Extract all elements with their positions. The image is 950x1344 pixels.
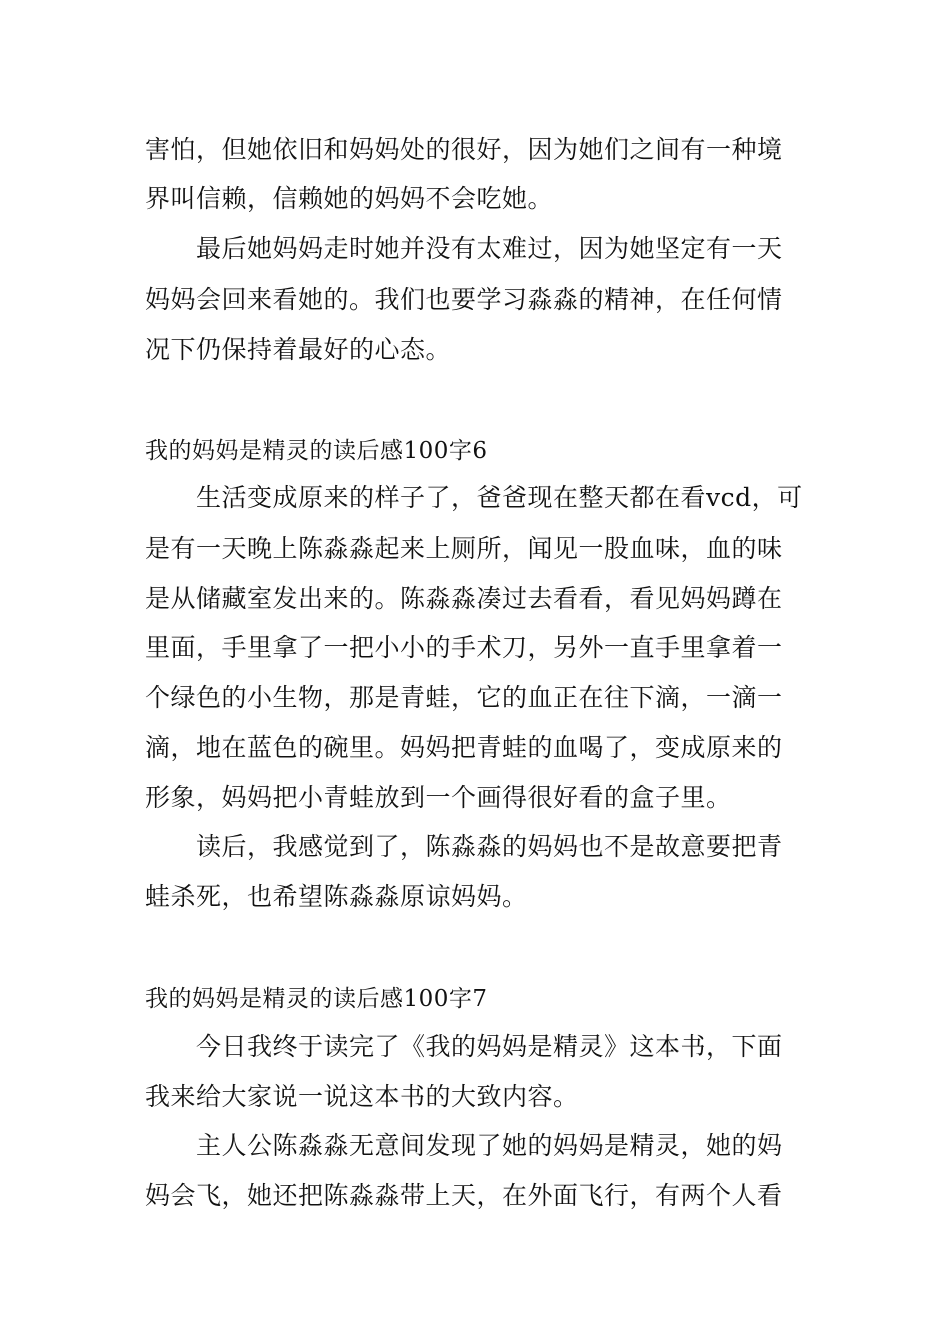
paragraph-line: 妈会飞，她还把陈淼淼带上天，在外面飞行，有两个人看	[145, 1181, 783, 1210]
paragraph-line: 读后，我感觉到了，陈淼淼的妈妈也不是故意要把青	[145, 832, 783, 861]
paragraph-line: 况下仍保持着最好的心态。	[145, 335, 452, 364]
paragraph-line: 滴，地在蓝色的碗里。妈妈把青蛙的血喝了，变成原来的	[145, 733, 783, 762]
paragraph-line: 害怕，但她依旧和妈妈处的很好，因为她们之间有一种境	[145, 135, 783, 164]
paragraph-line: 是有一天晚上陈淼淼起来上厕所，闻见一股血味，血的味	[145, 534, 783, 563]
paragraph-line: 里面，手里拿了一把小小的手术刀，另外一直手里拿着一	[145, 633, 783, 662]
section-heading: 我的妈妈是精灵的读后感100字6	[145, 438, 488, 464]
paragraph-line: 是从储藏室发出来的。陈淼淼凑过去看看，看见妈妈蹲在	[145, 584, 783, 613]
paragraph-line: 主人公陈淼淼无意间发现了她的妈妈是精灵，她的妈	[145, 1131, 783, 1160]
paragraph-line: 妈妈会回来看她的。我们也要学习淼淼的精神，在任何情	[145, 285, 783, 314]
paragraph-line: 形象，妈妈把小青蛙放到一个画得很好看的盒子里。	[145, 783, 732, 812]
paragraph-line: 生活变成原来的样子了，爸爸现在整天都在看vcd，可	[145, 483, 803, 512]
paragraph-line: 蛙杀死，也希望陈淼淼原谅妈妈。	[145, 882, 528, 911]
paragraph-line: 个绿色的小生物，那是青蛙，它的血正在往下滴，一滴一	[145, 683, 783, 712]
paragraph-line: 今日我终于读完了《我的妈妈是精灵》这本书，下面	[145, 1032, 783, 1061]
paragraph-line: 界叫信赖，信赖她的妈妈不会吃她。	[145, 184, 554, 213]
section-heading: 我的妈妈是精灵的读后感100字7	[145, 986, 488, 1012]
paragraph-line: 我来给大家说一说这本书的大致内容。	[145, 1082, 579, 1111]
paragraph-line: 最后她妈妈走时她并没有太难过，因为她坚定有一天	[145, 234, 783, 263]
